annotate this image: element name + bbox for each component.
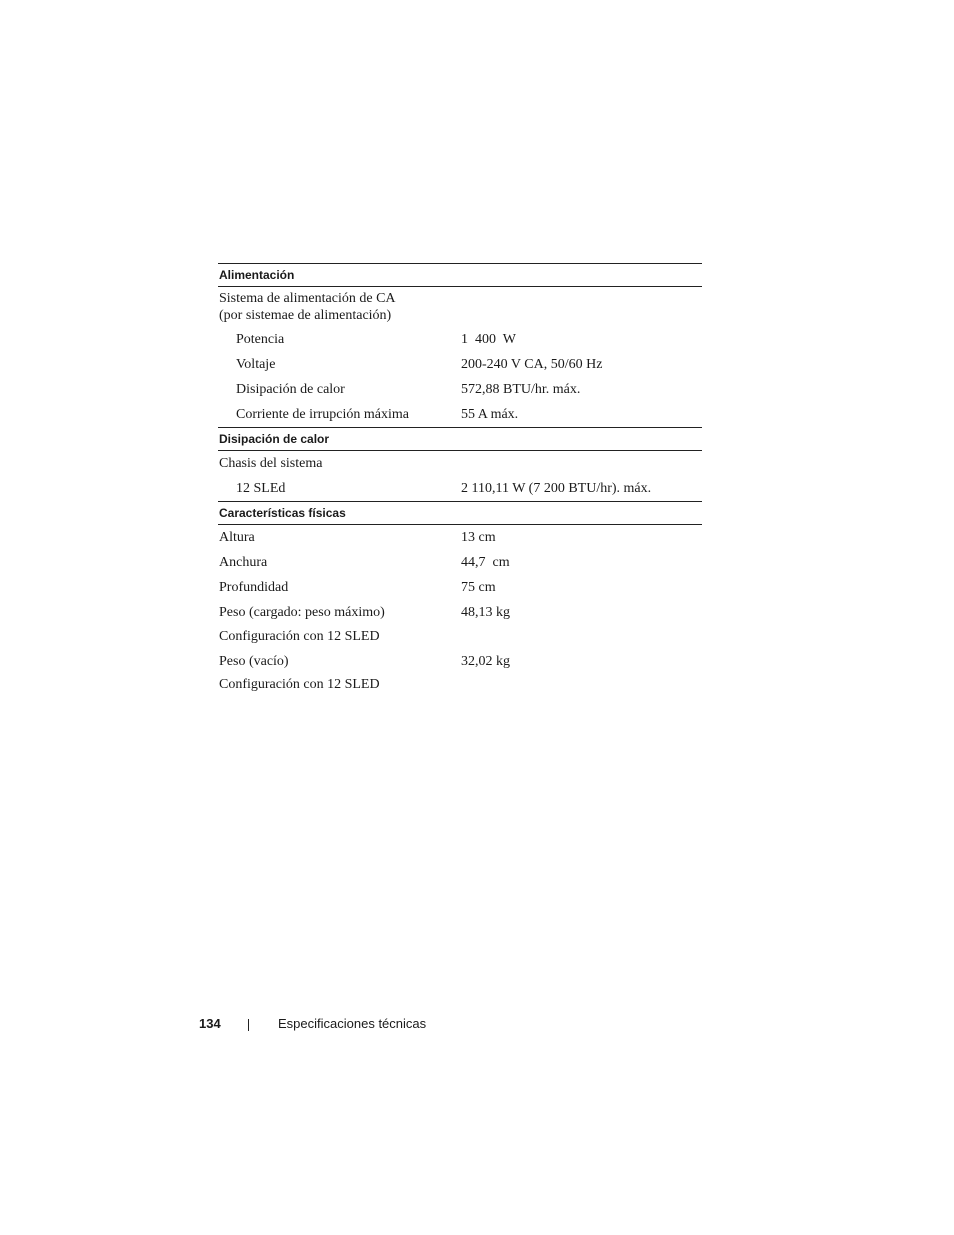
row-label: Anchura — [219, 555, 268, 570]
table-row — [218, 600, 702, 625]
row-value: 1 400 W — [461, 332, 516, 347]
row-label: Peso (vacío) — [219, 654, 289, 669]
row-label-line: Sistema de alimentación de CA — [219, 291, 396, 306]
table-row — [218, 525, 702, 550]
table-row — [218, 550, 702, 575]
table-row — [218, 377, 702, 402]
row-value: 13 cm — [461, 530, 496, 545]
section-heading: Disipación de calor — [218, 427, 702, 451]
row-value: 48,13 kg — [461, 605, 510, 620]
row-label — [218, 290, 461, 324]
table-row — [218, 575, 702, 600]
footer-divider — [248, 1019, 249, 1031]
row-label: Voltaje — [236, 357, 276, 372]
section-disipacion-de-calor — [218, 427, 702, 501]
row-label: Corriente de irrupción máxima — [236, 407, 409, 422]
row-value: 44,7 cm — [461, 555, 510, 570]
row-label: Potencia — [236, 332, 285, 347]
table-row — [218, 649, 702, 674]
row-value — [461, 628, 702, 645]
table-row — [218, 451, 702, 476]
row-label: Chasis del sistema — [219, 456, 323, 471]
footer-section-title: Especificaciones técnicas — [278, 1016, 427, 1031]
row-label: Disipación de calor — [236, 382, 345, 397]
table-row — [218, 287, 702, 327]
row-label: Peso (cargado: peso máximo) — [219, 605, 385, 620]
row-value: 75 cm — [461, 580, 496, 595]
row-value: 2 110,11 W (7 200 BTU/hr). máx. — [461, 481, 652, 496]
row-label: Configuración con 12 SLED — [219, 629, 380, 644]
row-value — [461, 676, 702, 693]
row-value: 32,02 kg — [461, 654, 510, 669]
row-label: Profundidad — [219, 580, 289, 595]
table-row — [218, 327, 702, 352]
row-label: Altura — [219, 530, 255, 545]
section-heading: Características físicas — [218, 501, 702, 525]
section-caracteristicas-fisicas — [218, 501, 702, 697]
row-label: Configuración con 12 SLED — [219, 677, 380, 692]
table-row — [218, 352, 702, 377]
row-value — [461, 455, 702, 472]
page-number: 134 — [199, 1016, 221, 1031]
table-row — [218, 625, 702, 649]
table-row — [218, 402, 702, 427]
row-value: 572,88 BTU/hr. máx. — [461, 382, 581, 397]
row-value: 55 A máx. — [461, 407, 519, 422]
spec-table — [218, 263, 702, 697]
table-row — [218, 674, 702, 697]
row-value — [461, 290, 702, 324]
row-label-line: (por sistemae de alimentación) — [219, 308, 392, 323]
table-row — [218, 476, 702, 501]
row-value: 200-240 V CA, 50/60 Hz — [461, 357, 603, 372]
row-label: 12 SLEd — [236, 481, 286, 496]
section-alimentacion — [218, 263, 702, 427]
section-heading: Alimentación — [218, 263, 702, 287]
